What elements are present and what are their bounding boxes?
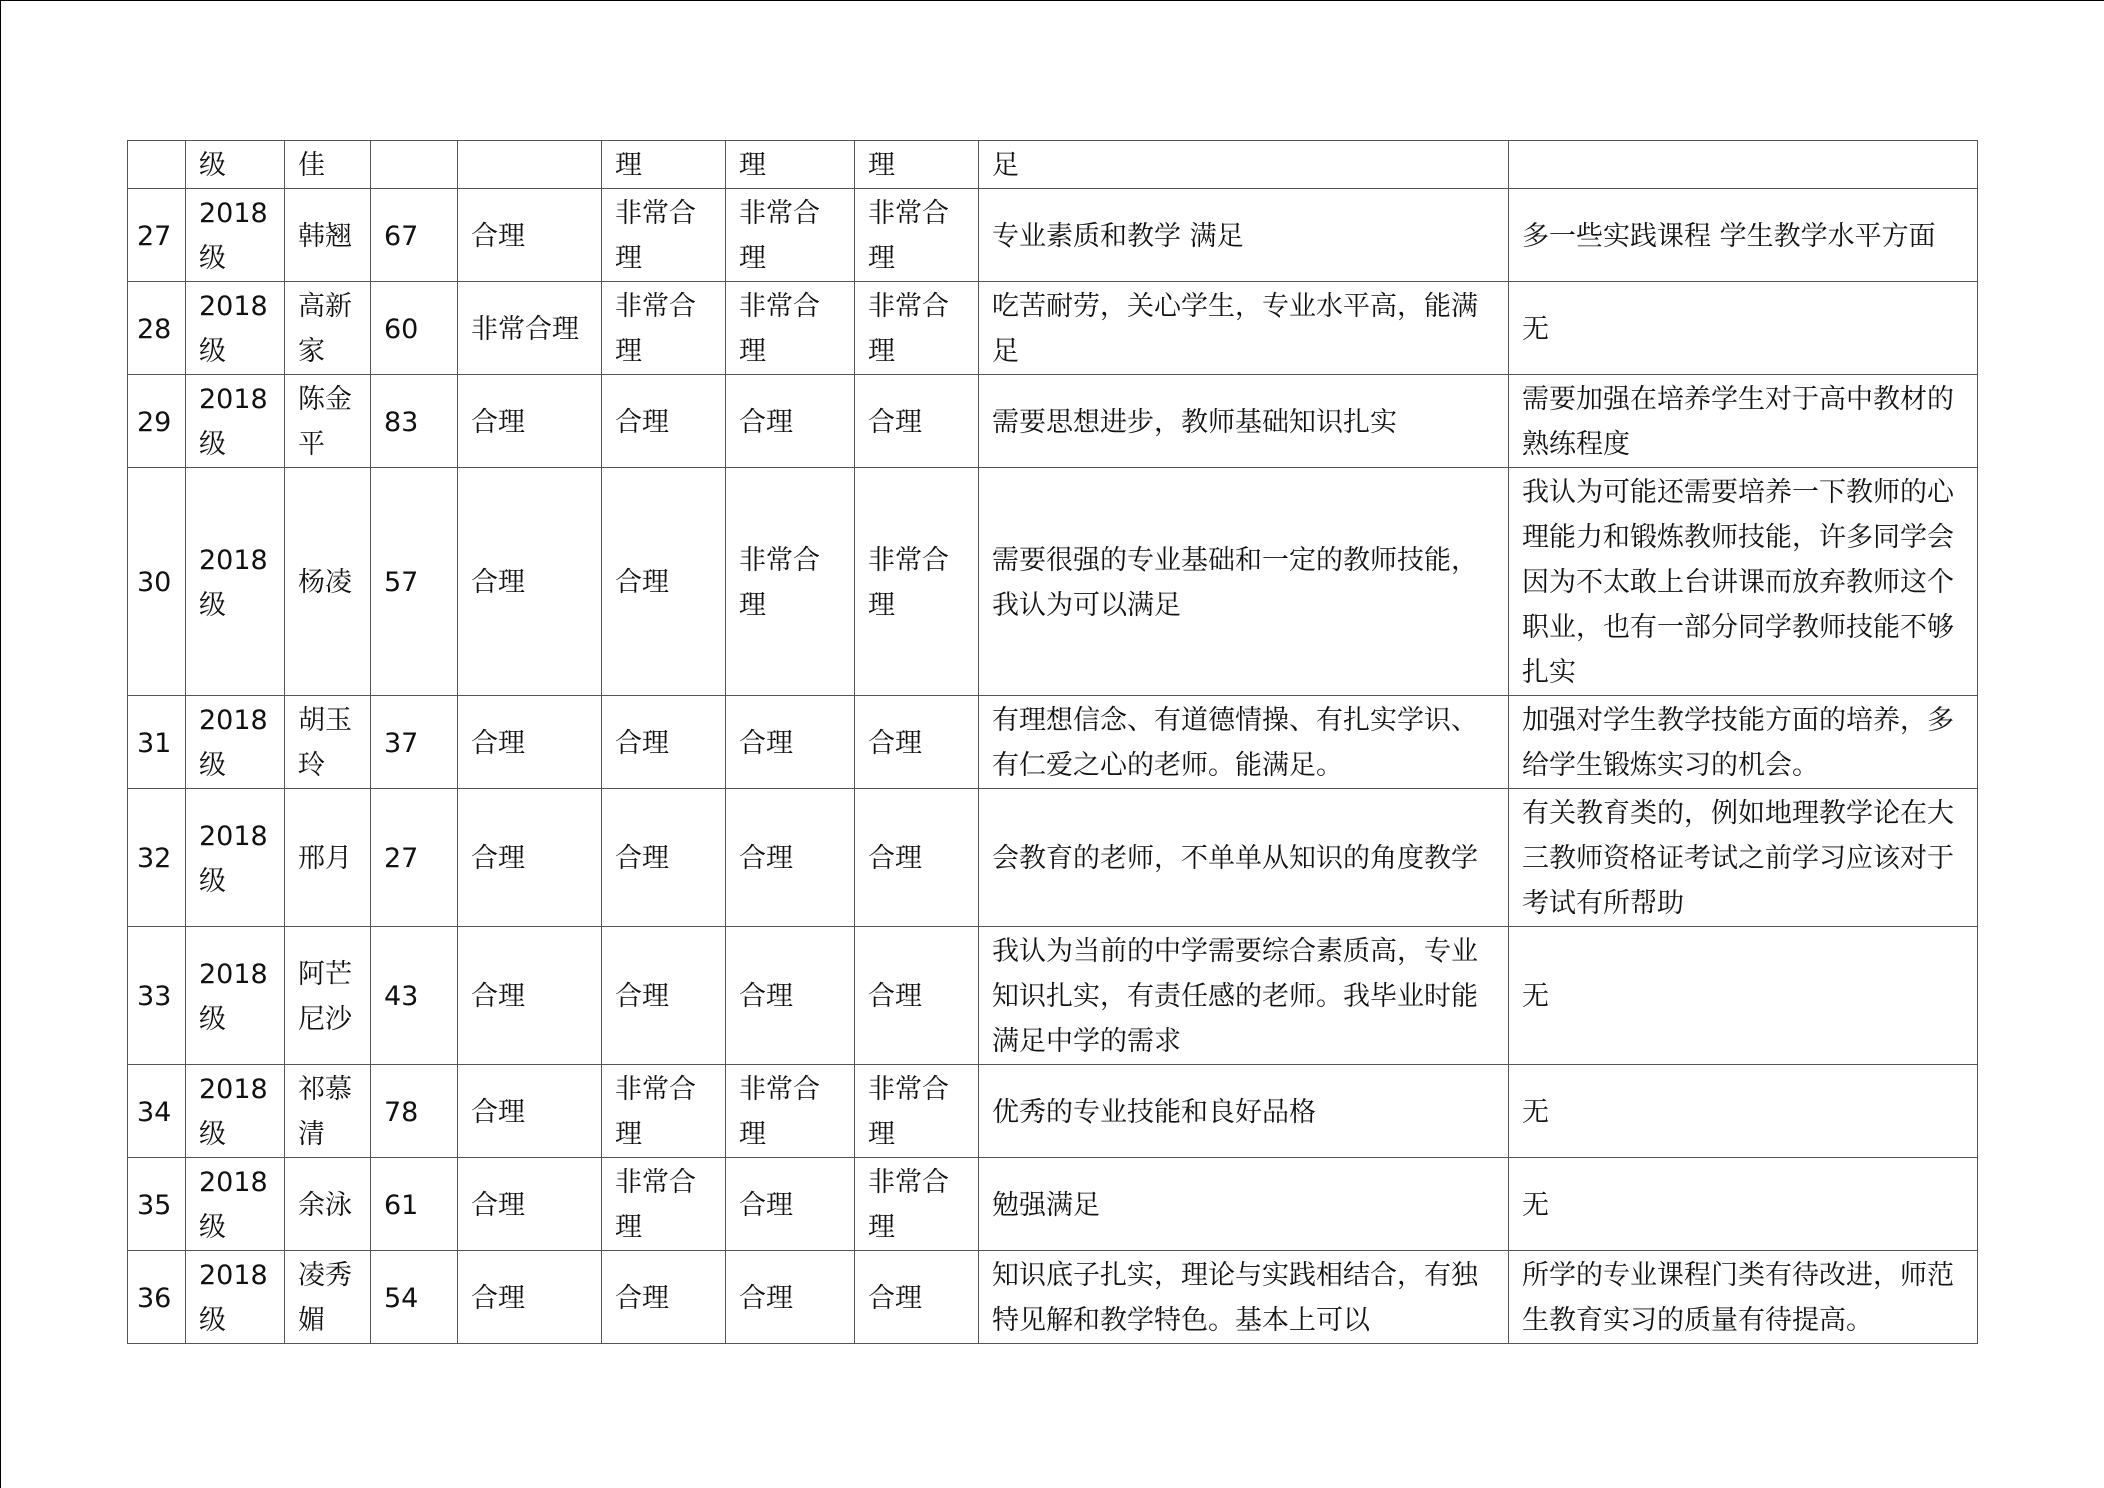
table-row [128, 927, 1978, 1065]
table-row [128, 1158, 1978, 1251]
cell-c1: 合理 [458, 1065, 602, 1158]
cell-grade: 2018级 [186, 789, 285, 927]
cell-c1: 非常合理 [458, 282, 602, 375]
cell-need: 专业素质和教学 满足 [979, 189, 1509, 282]
cell-score: 57 [371, 468, 458, 696]
page-left-border [0, 0, 1, 1488]
cell-c2: 合理 [602, 468, 726, 696]
cell-name: 杨凌 [285, 468, 371, 696]
cell-no: 27 [128, 189, 186, 282]
cell-c4: 合理 [855, 927, 979, 1065]
cell-grade: 2018级 [186, 927, 285, 1065]
cell-c2: 非常合理 [602, 1158, 726, 1251]
cell-need: 吃苦耐劳，关心学生，专业水平高，能满足 [979, 282, 1509, 375]
survey-table [127, 140, 1978, 1344]
cell-need: 优秀的专业技能和良好品格 [979, 1065, 1509, 1158]
cell-c2: 合理 [602, 927, 726, 1065]
cell-score: 83 [371, 375, 458, 468]
cell-suggest: 无 [1509, 1158, 1978, 1251]
cell-suggest: 所学的专业课程门类有待改进，师范生教育实习的质量有待提高。 [1509, 1251, 1978, 1344]
cell-c4: 合理 [855, 375, 979, 468]
cell-no: 33 [128, 927, 186, 1065]
cell-score: 43 [371, 927, 458, 1065]
cell-grade: 2018级 [186, 375, 285, 468]
cell-c3: 合理 [726, 375, 855, 468]
cell-c1: 合理 [458, 1251, 602, 1344]
cell-no: 35 [128, 1158, 186, 1251]
cell-c4: 合理 [855, 789, 979, 927]
cell-c4: 非常合理 [855, 1158, 979, 1251]
cell-name: 高新家 [285, 282, 371, 375]
cell-c4: 合理 [855, 696, 979, 789]
cell-need: 知识底子扎实，理论与实践相结合，有独特见解和教学特色。基本上可以 [979, 1251, 1509, 1344]
cell-name: 陈金平 [285, 375, 371, 468]
cell-c4: 非常合理 [855, 1065, 979, 1158]
cell-suggest: 有关教育类的，例如地理教学论在大三教师资格证考试之前学习应该对于考试有所帮助 [1509, 789, 1978, 927]
cell-need: 需要很强的专业基础和一定的教师技能，我认为可以满足 [979, 468, 1509, 696]
cell-suggest: 我认为可能还需要培养一下教师的心理能力和锻炼教师技能，许多同学会因为不太敢上台讲课而放弃教师这个职业，也有一部分同学教师技能不够扎实 [1509, 468, 1978, 696]
cell-score: 54 [371, 1251, 458, 1344]
page-top-border [0, 0, 2104, 1]
table-row [128, 1065, 1978, 1158]
cell-c1: 合理 [458, 375, 602, 468]
cell-c3: 合理 [726, 696, 855, 789]
cell-c1: 合理 [458, 1158, 602, 1251]
cell-no: 30 [128, 468, 186, 696]
cell-score: 61 [371, 1158, 458, 1251]
cell-c4: 非常合理 [855, 189, 979, 282]
cell-c4: 非常合理 [855, 282, 979, 375]
cell-name: 胡玉玲 [285, 696, 371, 789]
table-row [128, 789, 1978, 927]
cell-no: 36 [128, 1251, 186, 1344]
cell-suggest: 无 [1509, 282, 1978, 375]
cell-grade: 2018级 [186, 189, 285, 282]
cell-grade: 2018级 [186, 1158, 285, 1251]
cell-score: 67 [371, 189, 458, 282]
cell-c4: 合理 [855, 1251, 979, 1344]
cell-name: 邢月 [285, 789, 371, 927]
cell-c3: 合理 [726, 1158, 855, 1251]
cell-c1: 合理 [458, 789, 602, 927]
cell-suggest: 加强对学生教学技能方面的培养，多给学生锻炼实习的机会。 [1509, 696, 1978, 789]
cell-c4: 理 [855, 141, 979, 189]
cell-c4: 非常合理 [855, 468, 979, 696]
cell-c1: 合理 [458, 468, 602, 696]
cell-need: 会教育的老师，不单单从知识的角度教学 [979, 789, 1509, 927]
cell-name: 阿芒尼沙 [285, 927, 371, 1065]
cell-no [128, 141, 186, 189]
cell-no: 28 [128, 282, 186, 375]
cell-no: 34 [128, 1065, 186, 1158]
cell-c1: 合理 [458, 927, 602, 1065]
cell-c3: 非常合理 [726, 282, 855, 375]
cell-c2: 非常合理 [602, 1065, 726, 1158]
cell-suggest: 多一些实践课程 学生教学水平方面 [1509, 189, 1978, 282]
cell-name: 余泳 [285, 1158, 371, 1251]
table-row [128, 282, 1978, 375]
cell-c3: 合理 [726, 927, 855, 1065]
cell-grade: 2018级 [186, 468, 285, 696]
cell-need: 勉强满足 [979, 1158, 1509, 1251]
cell-c3: 合理 [726, 789, 855, 927]
cell-c1 [458, 141, 602, 189]
table-row [128, 189, 1978, 282]
cell-score: 27 [371, 789, 458, 927]
cell-name: 韩翘 [285, 189, 371, 282]
cell-grade: 2018级 [186, 696, 285, 789]
cell-c2: 理 [602, 141, 726, 189]
cell-suggest: 无 [1509, 927, 1978, 1065]
cell-no: 29 [128, 375, 186, 468]
cell-c3: 非常合理 [726, 468, 855, 696]
cell-suggest: 需要加强在培养学生对于高中教材的熟练程度 [1509, 375, 1978, 468]
cell-suggest [1509, 141, 1978, 189]
cell-need: 需要思想进步，教师基础知识扎实 [979, 375, 1509, 468]
cell-no: 32 [128, 789, 186, 927]
cell-suggest: 无 [1509, 1065, 1978, 1158]
cell-c2: 合理 [602, 696, 726, 789]
cell-c2: 合理 [602, 789, 726, 927]
cell-need: 我认为当前的中学需要综合素质高，专业知识扎实，有责任感的老师。我毕业时能满足中学的需求 [979, 927, 1509, 1065]
cell-c3: 理 [726, 141, 855, 189]
cell-grade: 2018级 [186, 282, 285, 375]
cell-c2: 非常合理 [602, 282, 726, 375]
cell-need: 有理想信念、有道德情操、有扎实学识、有仁爱之心的老师。能满足。 [979, 696, 1509, 789]
table-row [128, 375, 1978, 468]
cell-name: 佳 [285, 141, 371, 189]
cell-no: 31 [128, 696, 186, 789]
cell-c2: 合理 [602, 1251, 726, 1344]
cell-score: 60 [371, 282, 458, 375]
cell-score: 78 [371, 1065, 458, 1158]
cell-c3: 非常合理 [726, 1065, 855, 1158]
cell-grade: 2018级 [186, 1065, 285, 1158]
cell-grade: 级 [186, 141, 285, 189]
cell-c3: 非常合理 [726, 189, 855, 282]
cell-grade: 2018级 [186, 1251, 285, 1344]
cell-score [371, 141, 458, 189]
cell-name: 祁慕清 [285, 1065, 371, 1158]
cell-score: 37 [371, 696, 458, 789]
cell-c3: 合理 [726, 1251, 855, 1344]
cell-c1: 合理 [458, 189, 602, 282]
cell-need: 足 [979, 141, 1509, 189]
cell-c1: 合理 [458, 696, 602, 789]
table-row [128, 468, 1978, 696]
cell-c2: 非常合理 [602, 189, 726, 282]
table-row [128, 696, 1978, 789]
continuation-row [128, 141, 1978, 189]
table-row [128, 1251, 1978, 1344]
cell-c2: 合理 [602, 375, 726, 468]
cell-name: 凌秀媚 [285, 1251, 371, 1344]
